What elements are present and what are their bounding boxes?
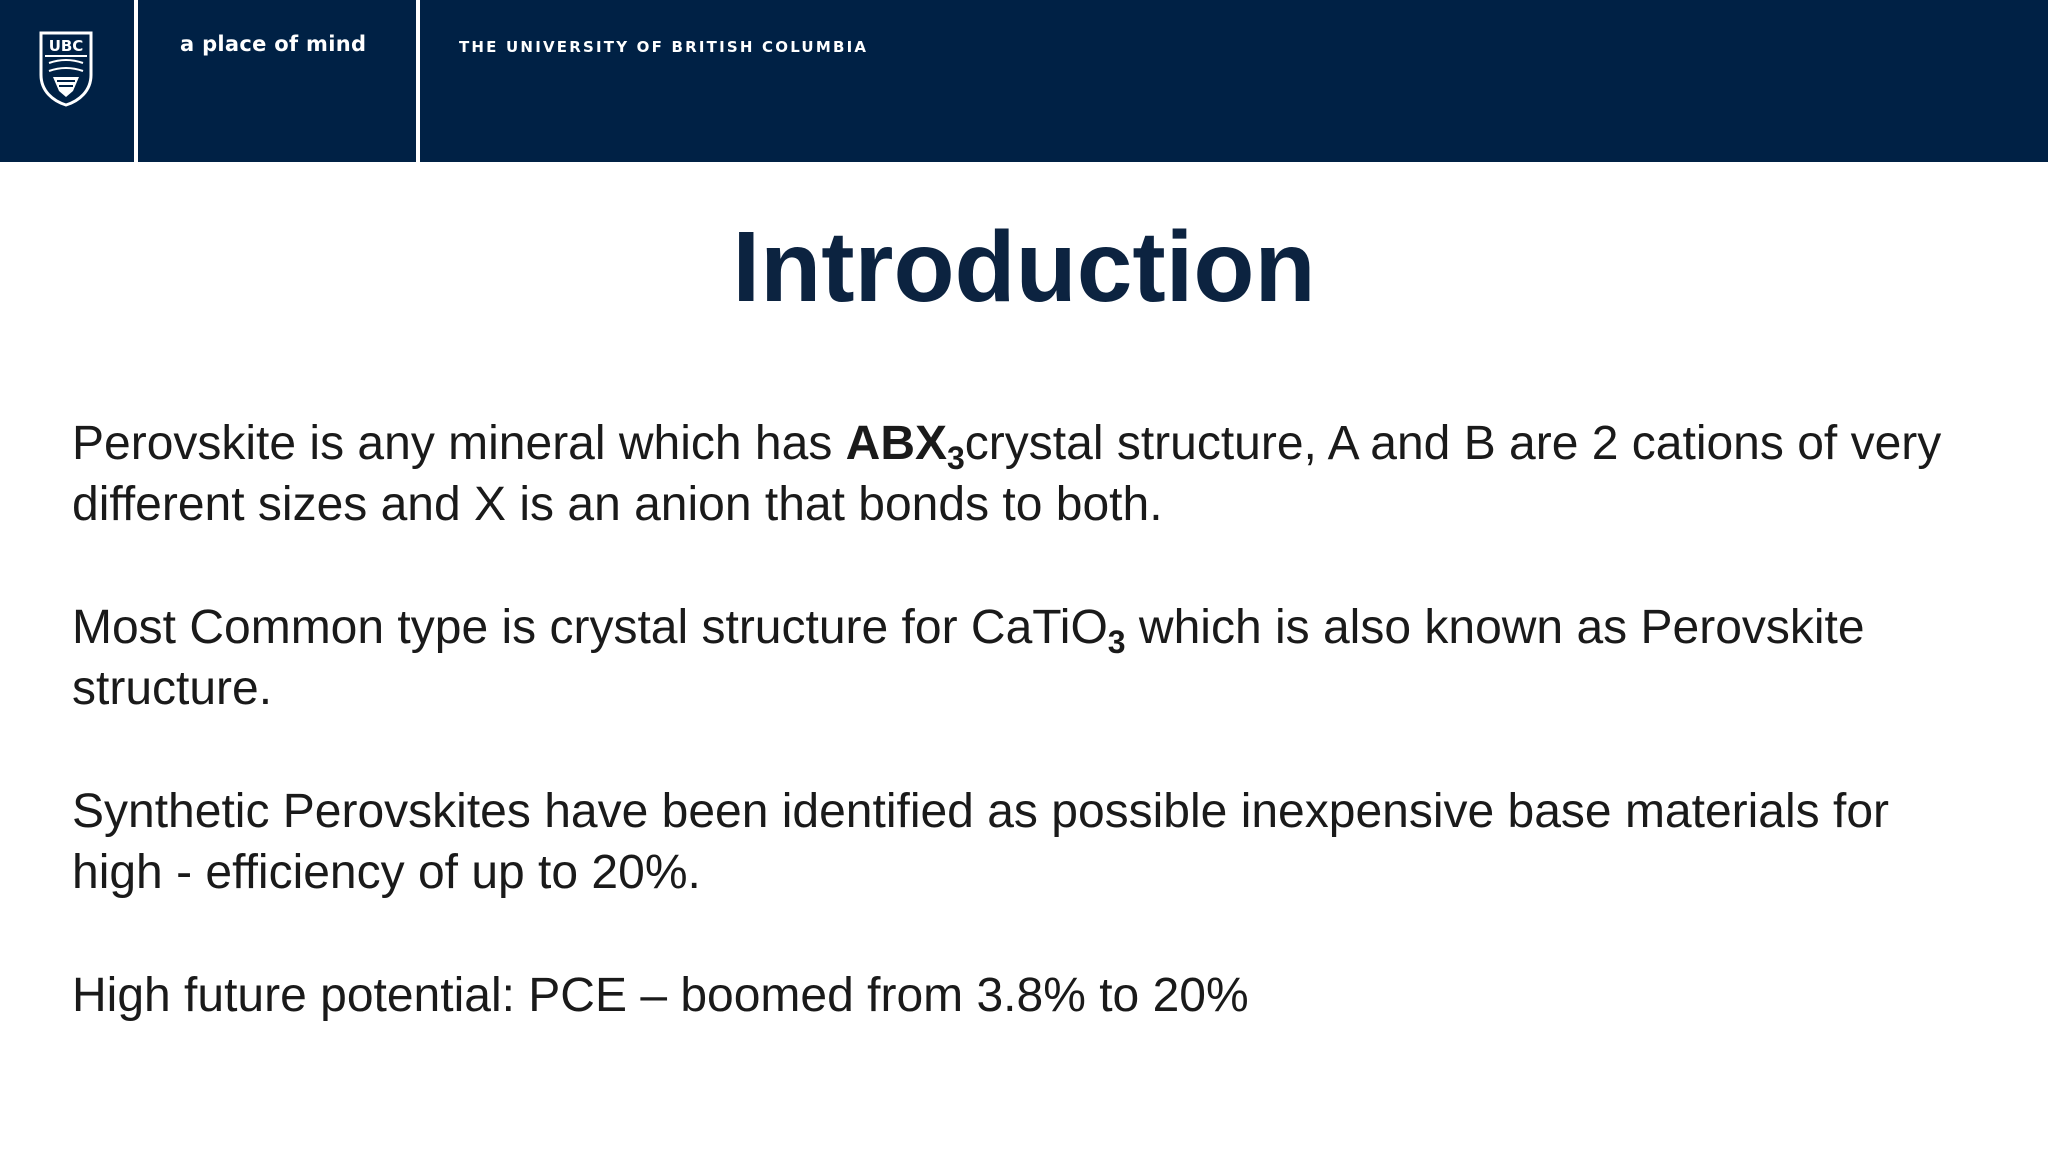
catio3-subscript: 3 [1107, 624, 1126, 660]
divider-line [416, 0, 420, 162]
formula-text: ABX [845, 417, 947, 470]
paragraph-future-potential: High future potential: PCE – boomed from 3.8% to 20% [72, 969, 1249, 1022]
p1-text-after: crystal structure, A and B are 2 cations of very different sizes and X is an anion that bonds to both. [72, 417, 1942, 531]
p2-text-after: which is also known as Perovskite structure. [72, 601, 1865, 715]
p2-text-before: Most Common type is crystal structure for CaTiO [72, 601, 1108, 654]
svg-text:UBC: UBC [48, 37, 84, 55]
header-banner [0, 0, 2048, 162]
university-name: THE UNIVERSITY OF BRITISH COLUMBIA [459, 38, 869, 56]
p1-text-before: Perovskite is any mineral which has [72, 417, 846, 470]
paragraph-common-type [72, 597, 1972, 719]
formula-subscript: 3 [947, 440, 965, 476]
ubc-crest-logo [37, 31, 95, 107]
paragraph-synthetic: Synthetic Perovskites have been identified as possible inexpensive base materials for high - efficiency of up to 20%. [72, 785, 1890, 899]
slide-title: Introduction [732, 211, 1316, 323]
tagline: a place of mind [180, 32, 367, 56]
divider-line [134, 0, 138, 162]
formula-abx3 [845, 417, 965, 476]
paragraph-perovskite-definition [72, 413, 1972, 535]
